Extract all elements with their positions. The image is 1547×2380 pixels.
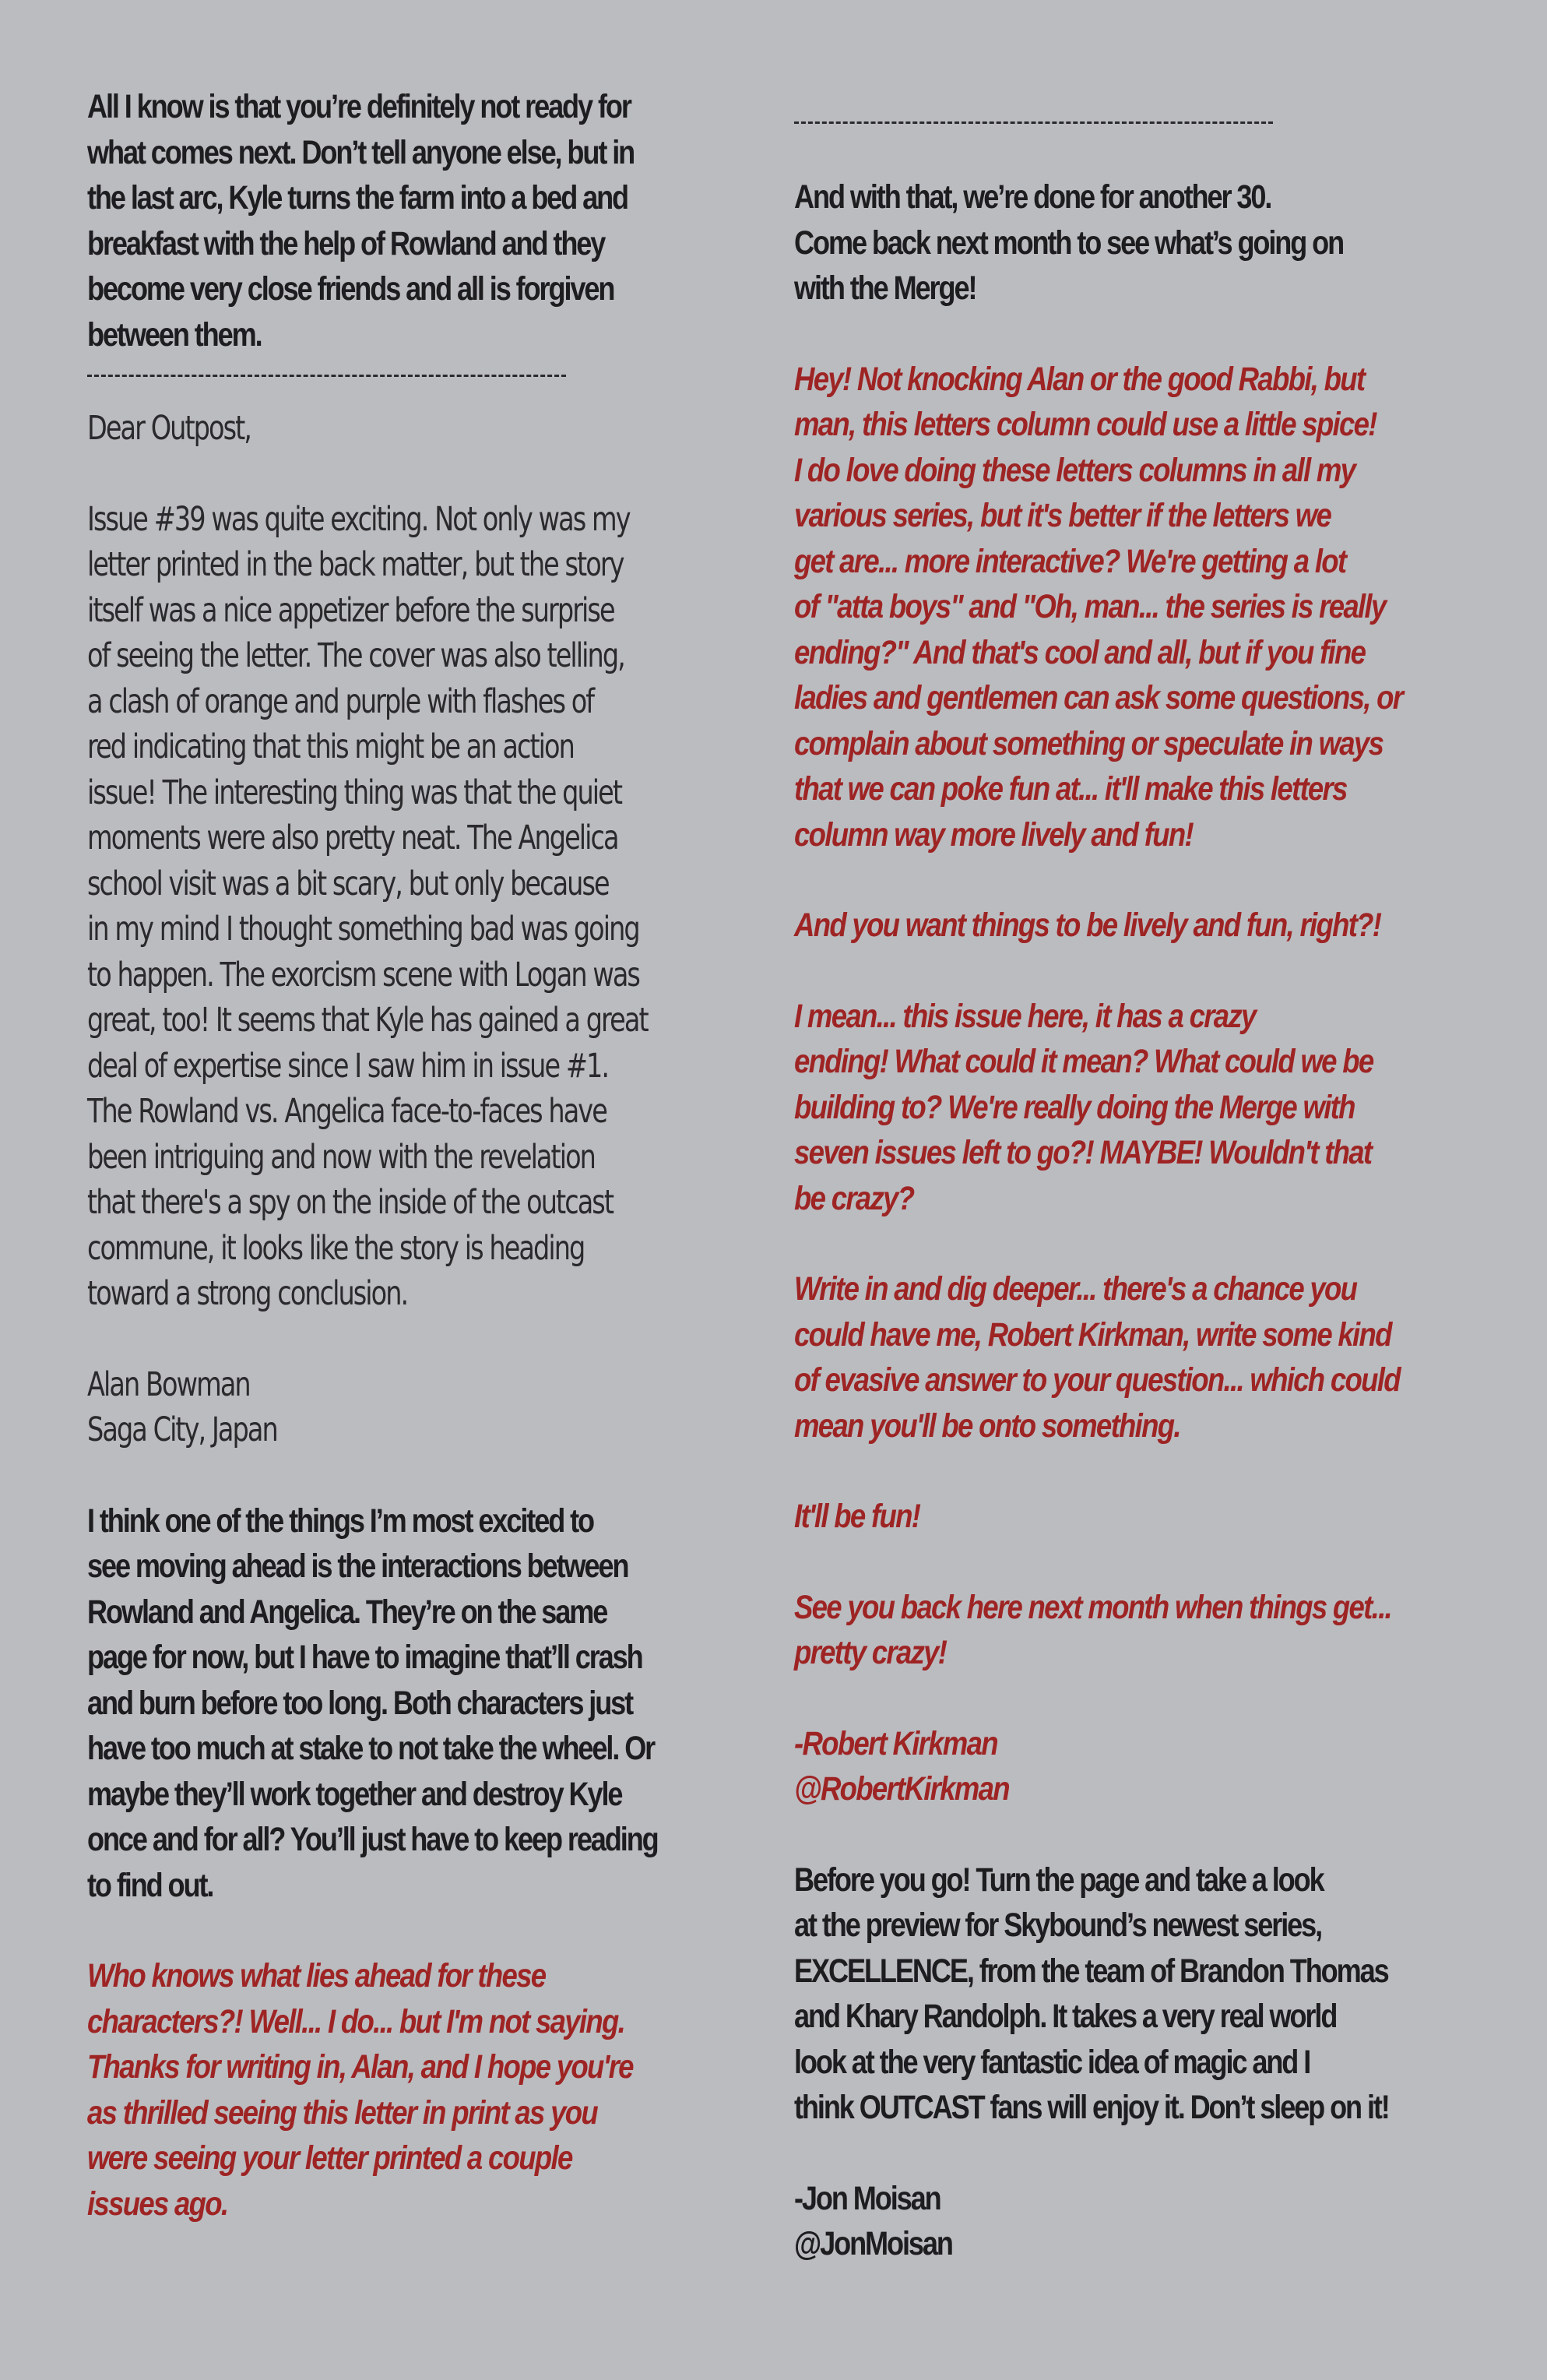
moisan-note: Before you go! Turn the page and take a look at the preview for Skybound’s newest series, EXCELLENCE, from the team of Brandon Thomas and Khary Randolph. It takes a very real world look at the very fantastic idea of magic and I think OUTCAST fans will enjoy it. Don’t sleep on it! xyxy=(794,1861,1389,2126)
kirkman-reply: Who knows what lies ahead for these characters?! Well... I do... but I'm not saying. Thanks for writing in, Alan, and I hope you're as thrilled seeing this letter in print as you were seeing your letter printed a couple issues ago. xyxy=(87,1957,633,2223)
kirkman-signature: -Robert Kirkman @RobertKirkman xyxy=(794,1724,1009,1808)
moisan-signature: -Jon Moisan @JonMoisan xyxy=(794,2179,952,2262)
kirkman-paragraph-4: Write in and dig deeper... there's a chance you could have me, Robert Kirkman, write some kind of evasive answer to your question... which could mean you'll be onto something. xyxy=(794,1270,1400,1445)
kirkman-paragraph-2: And you want things to be lively and fun, right?! xyxy=(794,907,1381,944)
letter-body: Issue #39 was quite exciting. Not only was my letter printed in the back matter, but the story itself was a nice appetizer before the surprise of seeing the letter. The cover was also telling, a clash of orange and purple with flashes of red indicating that this might be an action issue! The interesting thing was that the quiet moments were also pretty neat. The Angelica school visit was a bit scary, but only because in my mind I thought something bad was going to happen. The exorcism scene with Logan was great, too! It seems that Kyle has gained a great deal of expertise since I saw him in issue #1. The Rowland vs. Angelica face-to-faces have been intriguing and now with the revelation that there's a spy on the inside of the outcast commune, it looks like the story is heading toward a strong conclusion. xyxy=(87,499,648,1313)
letter-salutation: Dear Outpost, xyxy=(87,409,251,448)
kirkman-paragraph-5: It'll be fun! xyxy=(794,1498,920,1535)
editor-response: I think one of the things I’m most excited to see moving ahead is the interactions between Rowland and Angelica. They’re on the same page for now, but I have to imagine that’ll crash and burn before too long. Both characters just have too much at stake to not take the wheel. Or maybe they’ll work together and destroy Kyle once and for all? You’ll just have to keep reading to find out. xyxy=(87,1502,658,1904)
left-column xyxy=(87,84,757,2227)
kirkman-paragraph-3: I mean... this issue here, it has a crazy ending! What could it mean? What could we be building to? We're really doing the Merge with seven issues left to go?! MAYBE! Wouldn't that be crazy? xyxy=(794,997,1373,1217)
kirkman-paragraph-1: Hey! Not knocking Alan or the good Rabbi, but man, this letters column could use a little spice! I do love doing these letters columns in all my various series, but it's better if the letters we get are... more interactive? We're getting a lot of "atta boys" and "Oh, man... the series is really ending?" And that's cool and all, but if you fine ladies and gentlemen can ask some questions, or complain about something or speculate in ways that we can poke fun at... it'll make this letters column way more lively and fun! xyxy=(794,360,1403,854)
letter-signature: Alan Bowman Saga City, Japan xyxy=(87,1364,277,1449)
kirkman-paragraph-6: See you back here next month when things get... pretty crazy! xyxy=(794,1588,1392,1671)
closing-paragraph: And with that, we’re done for another 30. Come back next month to see what’s going on with the Merge! xyxy=(794,178,1344,307)
intro-paragraph: All I know is that you’re definitely not ready for what comes next. Don’t tell anyone else, but in the last arc, Kyle turns the farm into a bed and breakfast with the help of Rowland and they become very close friends and all is forgiven between them. xyxy=(87,88,635,354)
right-column xyxy=(794,84,1464,2267)
